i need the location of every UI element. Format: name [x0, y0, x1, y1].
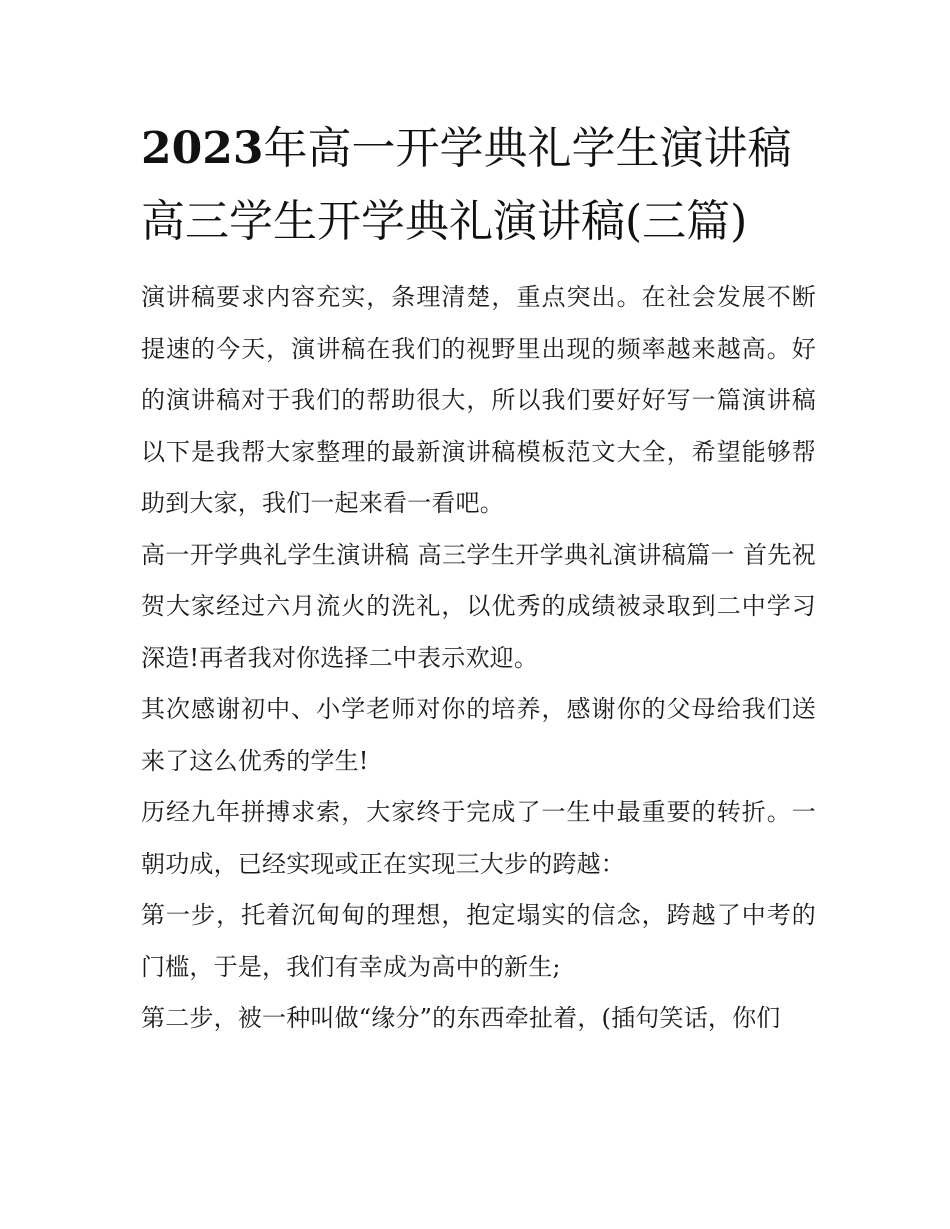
- document-title: [141, 112, 816, 258]
- paragraph-intro: 演讲稿要求内容充实，条理清楚，重点突出。在社会发展不断提速的今天，演讲稿在我们的视野里出现的频率越来越高。好的演讲稿对于我们的帮助很大，所以我们要好好写一篇演讲稿以下是我帮大家整理的最新演讲稿模板范文大全，希望能够帮助到大家，我们一起来看一看吧。: [141, 283, 816, 517]
- paragraph-5: 第二步，被一种叫做“缘分”的东西牵扯着，(插句笑话，你们: [141, 1004, 781, 1032]
- paragraph-3: 历经九年拼搏求索，大家终于完成了一生中最重要的转折。一朝功成，已经实现或正在实现三大步的跨越：: [141, 798, 816, 878]
- paragraph-4: 第一步，托着沉甸甸的理想，抱定塌实的信念，跨越了中考的门槛，于是，我们有幸成为高中的新生;: [141, 901, 816, 981]
- paragraph-2: 其次感谢初中、小学老师对你的培养，感谢你的父母给我们送来了这么优秀的学生!: [141, 695, 816, 775]
- title-year: 2023: [141, 123, 264, 174]
- title-text: 年高一开学典礼学生演讲稿 高三学生开学典礼演讲稿(三篇): [141, 123, 792, 247]
- paragraph-1: 高一开学典礼学生演讲稿 高三学生开学典礼演讲稿篇一 首先祝贺大家经过六月流火的洗礼，以优秀的成绩被录取到二中学习深造!再者我对你选择二中表示欢迎。: [141, 540, 816, 672]
- document-body: [141, 112, 816, 1045]
